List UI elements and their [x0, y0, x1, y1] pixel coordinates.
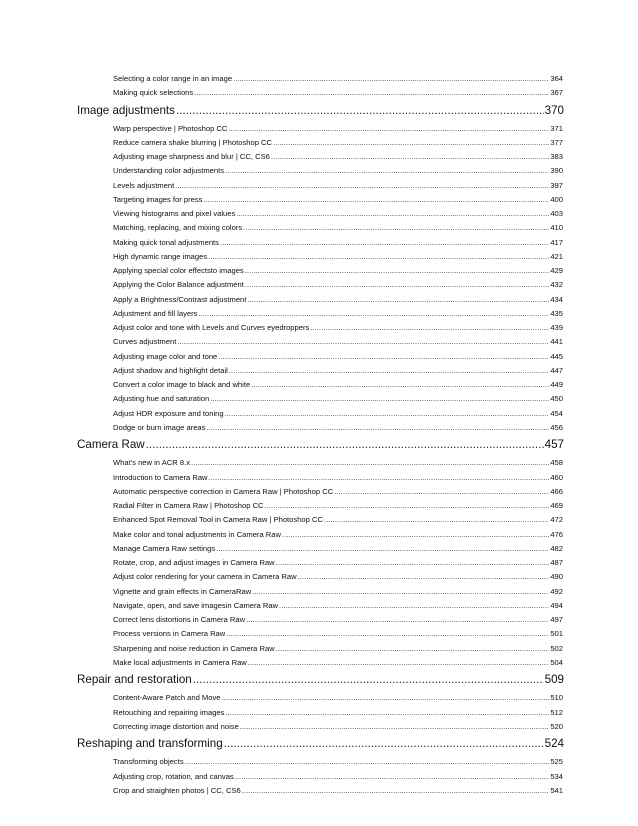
dot-leader	[243, 221, 549, 235]
dot-leader	[245, 264, 550, 278]
dot-leader	[229, 364, 549, 378]
toc-entry[interactable]	[113, 378, 563, 392]
toc-entry-page: 466	[550, 486, 563, 496]
toc-entry-title: Apply a Brightness/Contrast adjustment	[113, 294, 247, 304]
toc-entry-title: Adjustment and fill layers	[113, 308, 198, 318]
dot-leader	[225, 164, 549, 178]
dot-leader	[271, 150, 549, 164]
toc-entry-page: 377	[550, 137, 563, 147]
dot-leader	[224, 736, 544, 752]
toc-entry[interactable]	[113, 307, 563, 321]
toc-entry[interactable]	[113, 691, 563, 705]
toc-entry-page: 454	[550, 408, 563, 418]
toc-entry-title: Adjust HDR exposure and toning	[113, 408, 224, 418]
dot-leader	[235, 770, 550, 784]
toc-entry-page: 449	[550, 380, 563, 390]
toc-entry-title: Retouching and repairing images	[113, 707, 225, 717]
toc-entry[interactable]	[113, 136, 563, 150]
toc-entry-page: 492	[550, 586, 563, 596]
toc-entry[interactable]	[113, 784, 563, 798]
toc-entry[interactable]	[113, 221, 563, 235]
dot-leader	[218, 350, 549, 364]
toc-entry-title: Manage Camera Raw settings	[113, 543, 216, 553]
toc-entry-title: Content-Aware Patch and Move	[113, 693, 221, 703]
dot-leader	[209, 471, 550, 485]
toc-entry[interactable]	[113, 193, 563, 207]
toc-entry-title: Transforming objects	[113, 757, 184, 767]
toc-entry[interactable]	[113, 755, 563, 769]
toc-entry-page: 439	[550, 323, 563, 333]
dot-leader	[282, 528, 549, 542]
toc-entry-page: 490	[550, 572, 563, 582]
dot-leader	[220, 236, 549, 250]
toc-entry-title: Repair and restoration	[77, 673, 192, 687]
dot-leader	[146, 437, 544, 453]
toc-entry[interactable]	[113, 513, 563, 527]
toc-entry[interactable]	[113, 364, 563, 378]
toc-entry-title: Crop and straighten photos | CC, CS6	[113, 785, 241, 795]
toc-entry-title: Making quick tonal adjustments	[113, 237, 219, 247]
dot-leader	[185, 755, 550, 769]
toc-entry[interactable]	[113, 392, 563, 406]
toc-entry-title: Adjust color and tone with Levels and Curves eyedroppers	[113, 323, 310, 333]
toc-entry-page: 435	[550, 308, 563, 318]
toc-entry-page: 367	[550, 88, 563, 98]
dot-leader	[216, 542, 549, 556]
toc-entry[interactable]	[113, 122, 563, 136]
toc-entry-page: 370	[544, 103, 564, 117]
dot-leader	[298, 570, 550, 584]
toc-entry-page: 458	[550, 458, 563, 468]
toc-entry[interactable]	[113, 706, 563, 720]
toc-entry-page: 432	[550, 280, 563, 290]
dot-leader	[233, 72, 549, 86]
toc-entry[interactable]	[113, 499, 563, 513]
dot-leader	[226, 627, 549, 641]
dot-leader	[236, 207, 549, 221]
toc-section-entry[interactable]	[77, 672, 564, 688]
toc-entry-title: Convert a color image to black and white	[113, 380, 251, 390]
toc-entry-page: 421	[550, 251, 563, 261]
toc-entry[interactable]	[113, 585, 563, 599]
toc-entry-page: 400	[550, 194, 563, 204]
toc-entry[interactable]	[113, 456, 563, 470]
toc-entry-title: Understanding color adjustments	[113, 166, 225, 176]
toc-entry-title: Adjusting hue and saturation	[113, 394, 210, 404]
toc-entry-page: 469	[550, 501, 563, 511]
toc-entry-title: What's new in ACR 8.x	[113, 458, 190, 468]
toc-entry[interactable]	[113, 236, 563, 250]
toc-entry-page: 434	[550, 294, 563, 304]
dot-leader	[225, 407, 550, 421]
toc-entry[interactable]	[113, 86, 563, 100]
toc-entry-title: Image adjustments	[77, 103, 175, 117]
toc-entry-title: Viewing histograms and pixel values	[113, 209, 236, 219]
dot-leader	[240, 720, 550, 734]
toc-entry[interactable]	[113, 627, 563, 641]
toc-entry[interactable]	[113, 72, 563, 86]
toc-entry-title: Matching, replacing, and mixing colors	[113, 223, 243, 233]
toc-entry-page: 457	[544, 438, 564, 452]
dot-leader	[248, 656, 550, 670]
dot-leader	[176, 103, 544, 119]
dot-leader	[225, 706, 549, 720]
dot-leader	[252, 585, 549, 599]
toc-entry-page: 520	[550, 721, 563, 731]
toc-entry-page: 450	[550, 394, 563, 404]
dot-leader	[191, 456, 549, 470]
toc-entry-title: Adjusting image color and tone	[113, 351, 218, 361]
toc-entry-page: 497	[550, 615, 563, 625]
dot-leader	[310, 321, 549, 335]
toc-entry-page: 456	[550, 422, 563, 432]
toc-entry-title: Targeting images for press	[113, 194, 203, 204]
toc-entry-title: Making quick selections	[113, 88, 194, 98]
toc-entry[interactable]	[113, 485, 563, 499]
toc-entry-page: 397	[550, 180, 563, 190]
toc-entry-title: Process versions in Camera Raw	[113, 629, 226, 639]
toc-entry-title: Correcting image distortion and noise	[113, 721, 239, 731]
dot-leader	[194, 86, 549, 100]
toc-entry[interactable]	[113, 556, 563, 570]
dot-leader	[279, 599, 549, 613]
dot-leader	[222, 691, 550, 705]
toc-entry-page: 429	[550, 266, 563, 276]
toc-entry-page: 501	[550, 629, 563, 639]
toc-entry-title: Warp perspective | Photoshop CC	[113, 123, 228, 133]
toc-entry-title: Adjust shadow and highlight detail	[113, 365, 228, 375]
toc-entry-page: 403	[550, 209, 563, 219]
toc-entry[interactable]	[113, 293, 563, 307]
toc-entry-page: 502	[550, 643, 563, 653]
toc-entry-page: 447	[550, 365, 563, 375]
toc-entry[interactable]	[113, 164, 563, 178]
toc-entry-title: Correct lens distortions in Camera Raw	[113, 615, 246, 625]
dot-leader	[193, 672, 544, 688]
toc-entry[interactable]	[113, 150, 563, 164]
toc-entry-page: 510	[550, 693, 563, 703]
toc-entry-page: 525	[550, 757, 563, 767]
dot-leader	[245, 278, 549, 292]
dot-leader	[175, 179, 549, 193]
toc-entry-title: Enhanced Spot Removal Tool in Camera Raw | Photoshop CC	[113, 515, 323, 525]
toc-entry-title: High dynamic range images	[113, 251, 208, 261]
toc-entry[interactable]	[113, 770, 563, 784]
dot-leader	[273, 136, 549, 150]
toc-entry[interactable]	[113, 207, 563, 221]
dot-leader	[324, 513, 549, 527]
toc-section-entry[interactable]	[77, 103, 564, 119]
toc-entry-page: 534	[550, 771, 563, 781]
toc-entry-title: Introduction to Camera Raw	[113, 472, 208, 482]
toc-entry-title: Reshaping and transforming	[77, 737, 223, 751]
toc-entry-title: Adjusting crop, rotation, and canvas	[113, 771, 234, 781]
dot-leader	[198, 307, 549, 321]
toc-entry-title: Automatic perspective correction in Camera Raw | Photoshop CC	[113, 486, 334, 496]
toc-entry-title: Applying the Color Balance adjustment	[113, 280, 244, 290]
toc-entry-title: Adjusting image sharpness and blur | CC, CS6	[113, 152, 270, 162]
toc-entry-page: 494	[550, 600, 563, 610]
toc-entry[interactable]	[113, 407, 563, 421]
toc-entry-page: 524	[544, 737, 564, 751]
dot-leader	[210, 392, 549, 406]
toc-section-entry[interactable]	[77, 437, 564, 453]
toc-entry-title: Levels adjustment	[113, 180, 175, 190]
dot-leader	[206, 421, 549, 435]
dot-leader	[276, 556, 550, 570]
toc-entry-title: Rotate, crop, and adjust images in Camera Raw	[113, 558, 275, 568]
dot-leader	[228, 122, 549, 136]
toc-entry-title: Navigate, open, and save imagesin Camera Raw	[113, 600, 279, 610]
toc-entry-page: 541	[550, 785, 563, 795]
toc-entry-title: Radial Filter in Camera Raw | Photoshop CC	[113, 501, 264, 511]
toc-section-entry[interactable]	[77, 736, 564, 752]
toc-entry-page: 472	[550, 515, 563, 525]
dot-leader	[265, 499, 550, 513]
toc-entry-page: 417	[550, 237, 563, 247]
dot-leader	[246, 613, 549, 627]
toc-entry[interactable]	[113, 278, 563, 292]
toc-entry[interactable]	[113, 350, 563, 364]
toc-entry[interactable]	[113, 421, 563, 435]
toc-entry-title: Reduce camera shake blurring | Photoshop CC	[113, 137, 272, 147]
toc-entry[interactable]	[113, 542, 563, 556]
toc-entry[interactable]	[113, 720, 563, 734]
dot-leader	[251, 378, 549, 392]
dot-leader	[334, 485, 549, 499]
dot-leader	[247, 293, 549, 307]
toc-entry-page: 512	[550, 707, 563, 717]
toc-entry[interactable]	[113, 471, 563, 485]
dot-leader	[203, 193, 549, 207]
dot-leader	[242, 784, 550, 798]
toc-entry-page: 383	[550, 152, 563, 162]
toc-entry-title: Dodge or burn image areas	[113, 422, 206, 432]
toc-entry-page: 482	[550, 543, 563, 553]
dot-leader	[177, 335, 549, 349]
toc-entry[interactable]	[113, 321, 563, 335]
toc-entry-title: Camera Raw	[77, 438, 145, 452]
toc-entry-title: Adjust color rendering for your camera in Camera Raw	[113, 572, 297, 582]
toc-entry-page: 364	[550, 74, 563, 83]
toc-entry-title: Make color and tonal adjustments in Camera Raw	[113, 529, 281, 539]
toc-entry-title: Sharpening and noise reduction in Camera Raw	[113, 643, 275, 653]
toc-entry-page: 445	[550, 351, 563, 361]
toc-entry[interactable]	[113, 179, 563, 193]
toc-entry[interactable]	[113, 335, 563, 349]
toc-entry-title: Curves adjustment	[113, 337, 177, 347]
toc-entry-page: 487	[550, 558, 563, 568]
toc-entry-page: 441	[550, 337, 563, 347]
dot-leader	[276, 642, 550, 656]
toc-entry-page: 390	[550, 166, 563, 176]
toc-entry[interactable]	[113, 570, 563, 584]
toc-entry-page: 504	[550, 657, 563, 667]
toc-entry[interactable]	[113, 528, 563, 542]
toc-entry-title: Make local adjustments in Camera Raw	[113, 657, 247, 667]
toc-entry[interactable]	[113, 250, 563, 264]
dot-leader	[208, 250, 549, 264]
toc-entry[interactable]	[113, 264, 563, 278]
toc-entry-page: 371	[550, 123, 563, 133]
toc-entry[interactable]	[113, 613, 563, 627]
toc-entry[interactable]	[113, 599, 563, 613]
toc-entry-title: Selecting a color range in an image	[113, 74, 233, 83]
toc-entry-page: 509	[544, 673, 564, 687]
toc-entry-page: 476	[550, 529, 563, 539]
toc-entry-title: Applying special color effectsto images	[113, 266, 244, 276]
toc-entry-page: 410	[550, 223, 563, 233]
toc-entry-title: Vignette and grain effects in CameraRaw	[113, 586, 252, 596]
toc-entry[interactable]	[113, 642, 563, 656]
toc-entry-page: 460	[550, 472, 563, 482]
toc-entry[interactable]	[113, 656, 563, 670]
